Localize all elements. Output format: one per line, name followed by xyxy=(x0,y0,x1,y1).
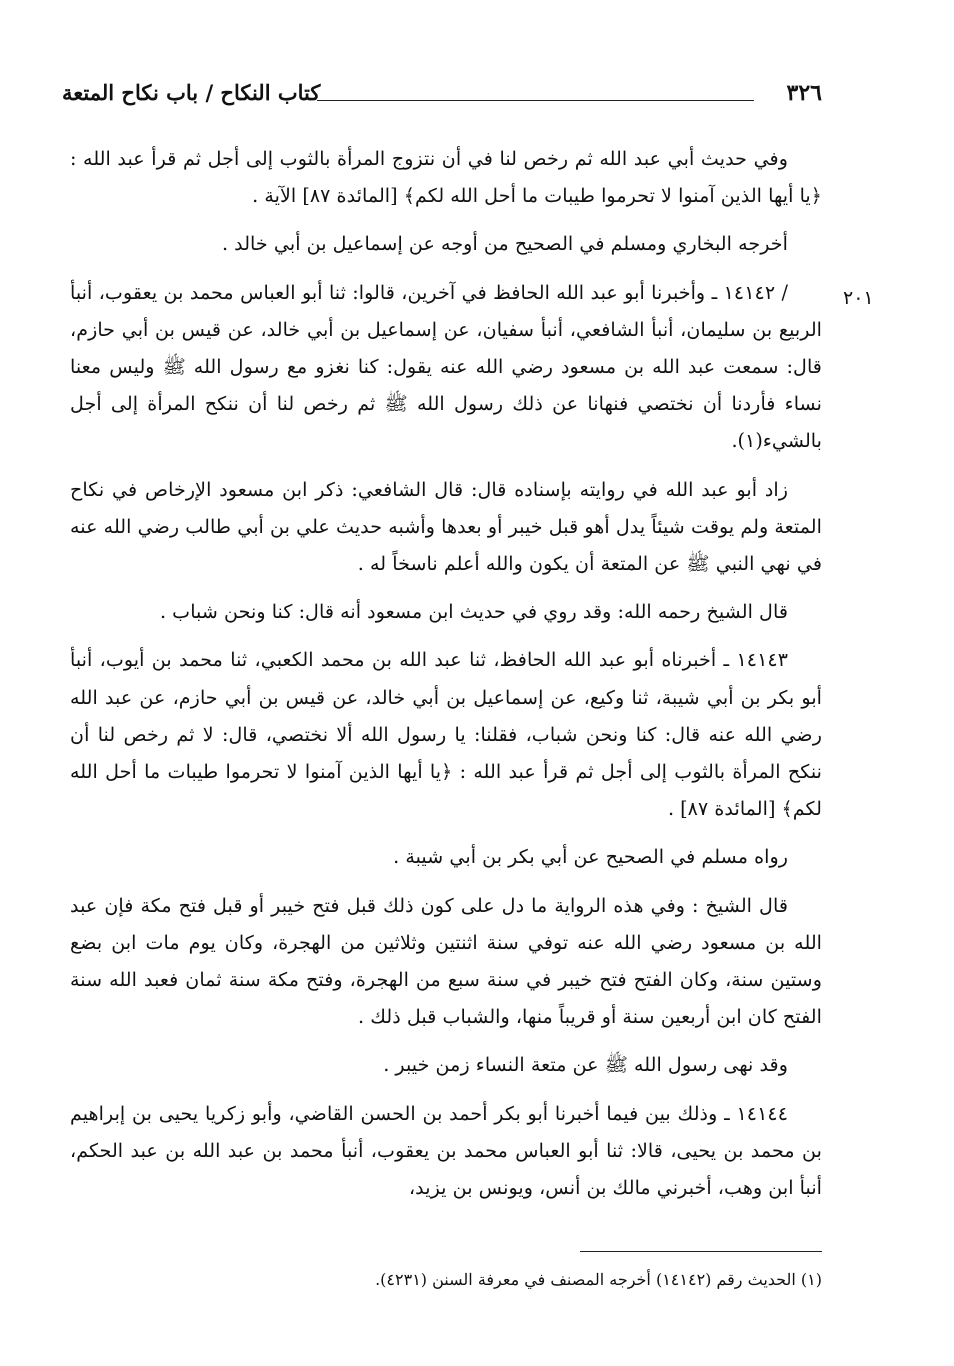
hadith-paragraph: / ١٤١٤٢ ـ وأخبرنا أبو عبد الله الحافظ في آخرين، قالوا: ثنا أبو العباس محمد بن يعقوب، أنبأ الربيع بن سليمان، أنبأ الشافعي، أنبأ سفيان، عن إسماعيل بن أبي خالد، عن قيس بن أبي حازم، قال: سمعت عبد الله بن مسعود رضي الله عنه يقول: كنا نغزو مع رسول الله ﷺ وليس معنا نساء فأردنا أن نختصي فنهانا عن ذلك رسول الله ﷺ ثم رخص لنا أن ننكح المرأة إلى أجل بالشيء(١). xyxy=(70,280,822,453)
paragraph: أخرجه البخاري ومسلم في الصحيح من أوجه عن إسماعيل بن أبي خالد . xyxy=(221,232,788,256)
main-text xyxy=(70,140,822,1217)
footnote-rule xyxy=(580,1251,822,1252)
paragraph: قال الشيخ : وفي هذه الرواية ما دل على كون ذلك قبل فتح خيبر أو قبل فتح مكة فإن عبد الله بن مسعود رضي الله عنه توفي سنة اثنتين وثلاثين من الهجرة، وكان يوم مات ابن بضع وستين سنة، وكان الفتح فتح خيبر في سنة سبع من الهجرة، وفتح مكة سنة ثمان فعبد الله سنة الفتح كان ابن أربعين سنة أو قريباً منها، والشباب قبل ذلك . xyxy=(70,893,822,1029)
paragraph: وفي حديث أبي عبد الله ثم رخص لنا في أن نتزوج المرأة بالثوب إلى أجل ثم قرأ عبد الله : ﴿يا أيها الذين آمنوا لا تحرموا طيبات ما أحل الله لكم﴾ [المائدة ٨٧] الآية . xyxy=(70,147,822,208)
page-number: ٣٢٦ xyxy=(786,80,822,106)
footnote: (١) الحديث رقم (١٤١٤٢) أخرجه المصنف في معرفة السنن (٤٢٣١). xyxy=(375,1270,822,1289)
header-rule xyxy=(317,100,754,101)
page-header xyxy=(62,74,822,114)
hadith-paragraph: ١٤١٤٤ ـ وذلك بين فيما أخبرنا أبو بكر أحمد بن الحسن القاضي، وأبو زكريا يحيى بن إبراهيم بن محمد بن يحيى، قالا: ثنا أبو العباس محمد بن يعقوب، أنبأ محمد بن عبد الله بن عبد الحكم، أنبأ ابن وهب، أخبرني مالك بن أنس، ويونس بن يزيد، xyxy=(70,1101,822,1200)
hadith-paragraph: ١٤١٤٣ ـ أخبرناه أبو عبد الله الحافظ، ثنا عبد الله بن محمد الكعبي، ثنا محمد بن أيوب، أنبأ أبو بكر بن أبي شيبة، ثنا وكيع، عن إسماعيل بن أبي خالد، عن قيس بن أبي حازم، عن عبد الله رضي الله عنه قال: كنا ونحن شباب، فقلنا: يا رسول الله ألا نختصي، قال: لا ثم رخص لنا أن ننكح المرأة بالثوب إلى أجل ثم قرأ عبد الله : ﴿يا أيها الذين آمنوا لا تحرموا طيبات ما أحل الله لكم﴾ [المائدة ٨٧] . xyxy=(70,648,822,821)
paragraph: رواه مسلم في الصحيح عن أبي بكر بن أبي شيبة . xyxy=(393,845,788,869)
paragraph: قال الشيخ رحمه الله: وقد روي في حديث ابن مسعود أنه قال: كنا ونحن شباب . xyxy=(159,600,788,624)
margin-reference-number: ٢٠١ xyxy=(843,287,874,309)
paragraph: زاد أبو عبد الله في روايته بإسناده قال: قال الشافعي: ذكر ابن مسعود الإرخاص في نكاح المتعة ولم يوقت شيئاً يدل أهو قبل خيبر أو بعدها وأشبه حديث علي بن أبي طالب رضي الله عنه في نهي النبي ﷺ عن المتعة أن يكون والله أعلم ناسخاً له . xyxy=(70,477,822,576)
paragraph: وقد نهى رسول الله ﷺ عن متعة النساء زمن خيبر . xyxy=(383,1053,788,1077)
running-title: كتاب النكاح / باب نكاح المتعة xyxy=(62,80,321,105)
